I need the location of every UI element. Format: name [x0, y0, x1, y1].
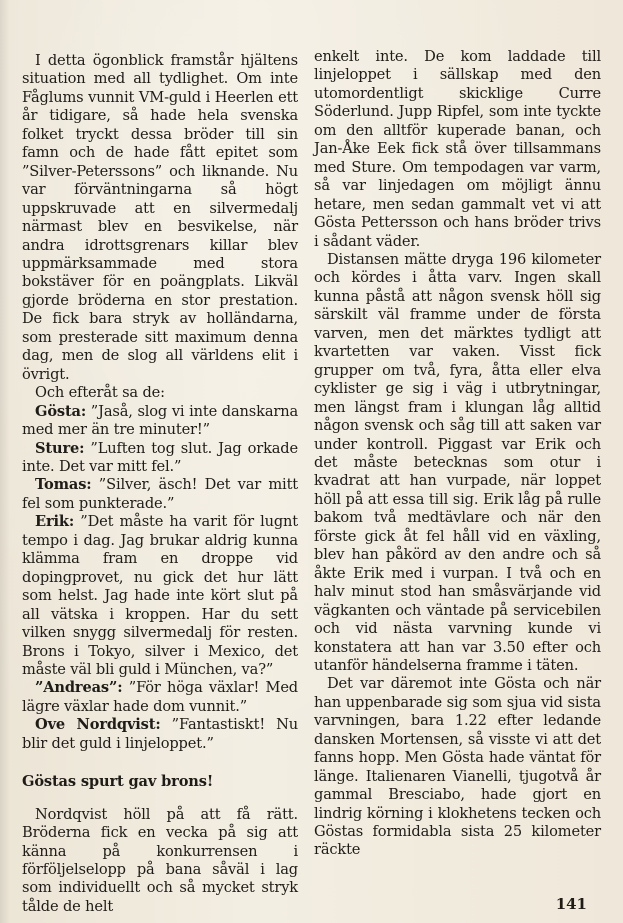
right-column: [314, 48, 601, 860]
gutter-shadow: [0, 0, 10, 923]
race-paragraph: Distansen mätte dryga 196 kilometer och kördes i åtta varv. Ingen skall kunna påstå att någon svensk höll sig särskilt väl framme under de första varven, men det märktes tydligt att kvartetten var vaken. Visst fick grupper om två, fyra, åtta eller elva cyklister ge sig i väg i utbrytningar, men längst fram i klungan låg alltid någon svensk och såg till att saken var under kontroll. Piggast var Erik och det måste betecknas som otur i kvadrat att han vurpade, när loppet höll på att essa till sig. Erik låg på rulle bakom två medtävlare och när den förste gick åt fel håll vid en växling, blev han påkörd av den andre och så åkte Erik med i vurpan. I två och en halv minut stod han småsvärjande vid vägkanten och väntade på servicebilen och vid nästa varvning kunde vi konstatera att han var 3.50 efter och utanför händelserna framme i täten.: [314, 250, 601, 674]
quote-text: ”Luften tog slut. Jag orkade inte. Det var mitt fel.”: [22, 439, 298, 475]
speaker-name: Gösta:: [35, 402, 87, 420]
speaker-name: ”Andreas”:: [35, 679, 123, 697]
finale-paragraph: Det var däremot inte Gösta och när han uppenbarade sig som sjua vid sista varvningen, bara 1.22 efter ledande dansken Mortensen, så visste vi att det fanns hopp. Men Gösta hade väntat för länge. Italienaren Vianelli, tjugotvå år gammal Bresciabo, hade gjort en lindrig körning i klokhetens tecken och Göstas formidabla sista 25 kilometer räckte: [314, 675, 601, 859]
speaker-name: Sture:: [35, 439, 85, 457]
quote-text: ”Det måste ha varit för lugnt tempo i dag. Jag brukar aldrig kunna klämma fram en droppe vid dopingprovet, nu gick det hur lätt som helst. Jag hade inte kört slut på all vätska i kroppen. Har du sett vilken snygg silvermedalj för resten. Brons i Tokyo, silver i Mexico, det måste väl bli guld i München, va?”: [22, 513, 298, 678]
quote-text: ”Silver, äsch! Det var mitt fel som punkterade.”: [22, 476, 298, 512]
speaker-name: Tomas:: [35, 476, 92, 494]
intro-paragraph: I detta ögonblick framstår hjältens situation med all tydlighet. Om inte Fåglums vunnit VM-guld i Heerlen ett år tidigare, så hade hela svenska folket tryckt dessa bröder till sin famn och de hade fått epitet som ”Silver-Peterssons” och liknande. Nu var förväntningarna så högt uppskruvade att en silvermedalj närmast blev en besvikelse, när andra idrottsgrenars killar blev uppmärksammade med stora bokstäver för en poängplats. Likväl gjorde bröderna en stor prestation. De fick bara stryk av holländarna, som presterade sitt maximum denna dag, men de slog all världens elit i övrigt.: [22, 52, 298, 383]
quote-erik: [22, 513, 298, 679]
quote-tomas: [22, 476, 298, 513]
left-column: [22, 52, 298, 916]
quote-andreas: [22, 679, 298, 716]
page-number: 141: [555, 895, 587, 913]
after-line: Och efteråt sa de:: [35, 384, 165, 402]
section-subheading: Göstas spurt gav brons!: [22, 773, 214, 791]
continued-paragraph: enkelt inte. De kom laddade till linjeloppet i sällskap med den utomordentligt skicklige Curre Söderlund. Jupp Ripfel, som inte tyckte om den alltför kuperade banan, och Jan-Åke Eek fick stå över tillsammans med Sture. Om tempodagen var varm, så var linjedagen om möjligt ännu hetare, men sedan gammalt vet vi att Gösta Pettersson och hans bröder trivs i sådant väder.: [314, 48, 601, 250]
quote-ove: [22, 716, 298, 753]
quote-text: ”Fantastiskt! Nu blir det guld i linjeloppet.”: [22, 716, 299, 752]
quote-text: ”För höga växlar! Med lägre växlar hade dom vunnit.”: [22, 679, 298, 715]
closing-paragraph: Nordqvist höll på att få rätt. Bröderna fick en vecka på sig att känna på konkurrensen i förföljelselopp på bana såväl i lag som individuellt och så mycket stryk tålde de helt: [22, 805, 298, 915]
quote-sture: [22, 440, 298, 477]
quote-gosta: [22, 403, 298, 440]
quote-text: ”Jaså, slog vi inte danskarna med mer än tre minuter!”: [22, 402, 298, 439]
speaker-name: Ove Nordqvist:: [35, 716, 161, 734]
speaker-name: Erik:: [35, 513, 75, 531]
